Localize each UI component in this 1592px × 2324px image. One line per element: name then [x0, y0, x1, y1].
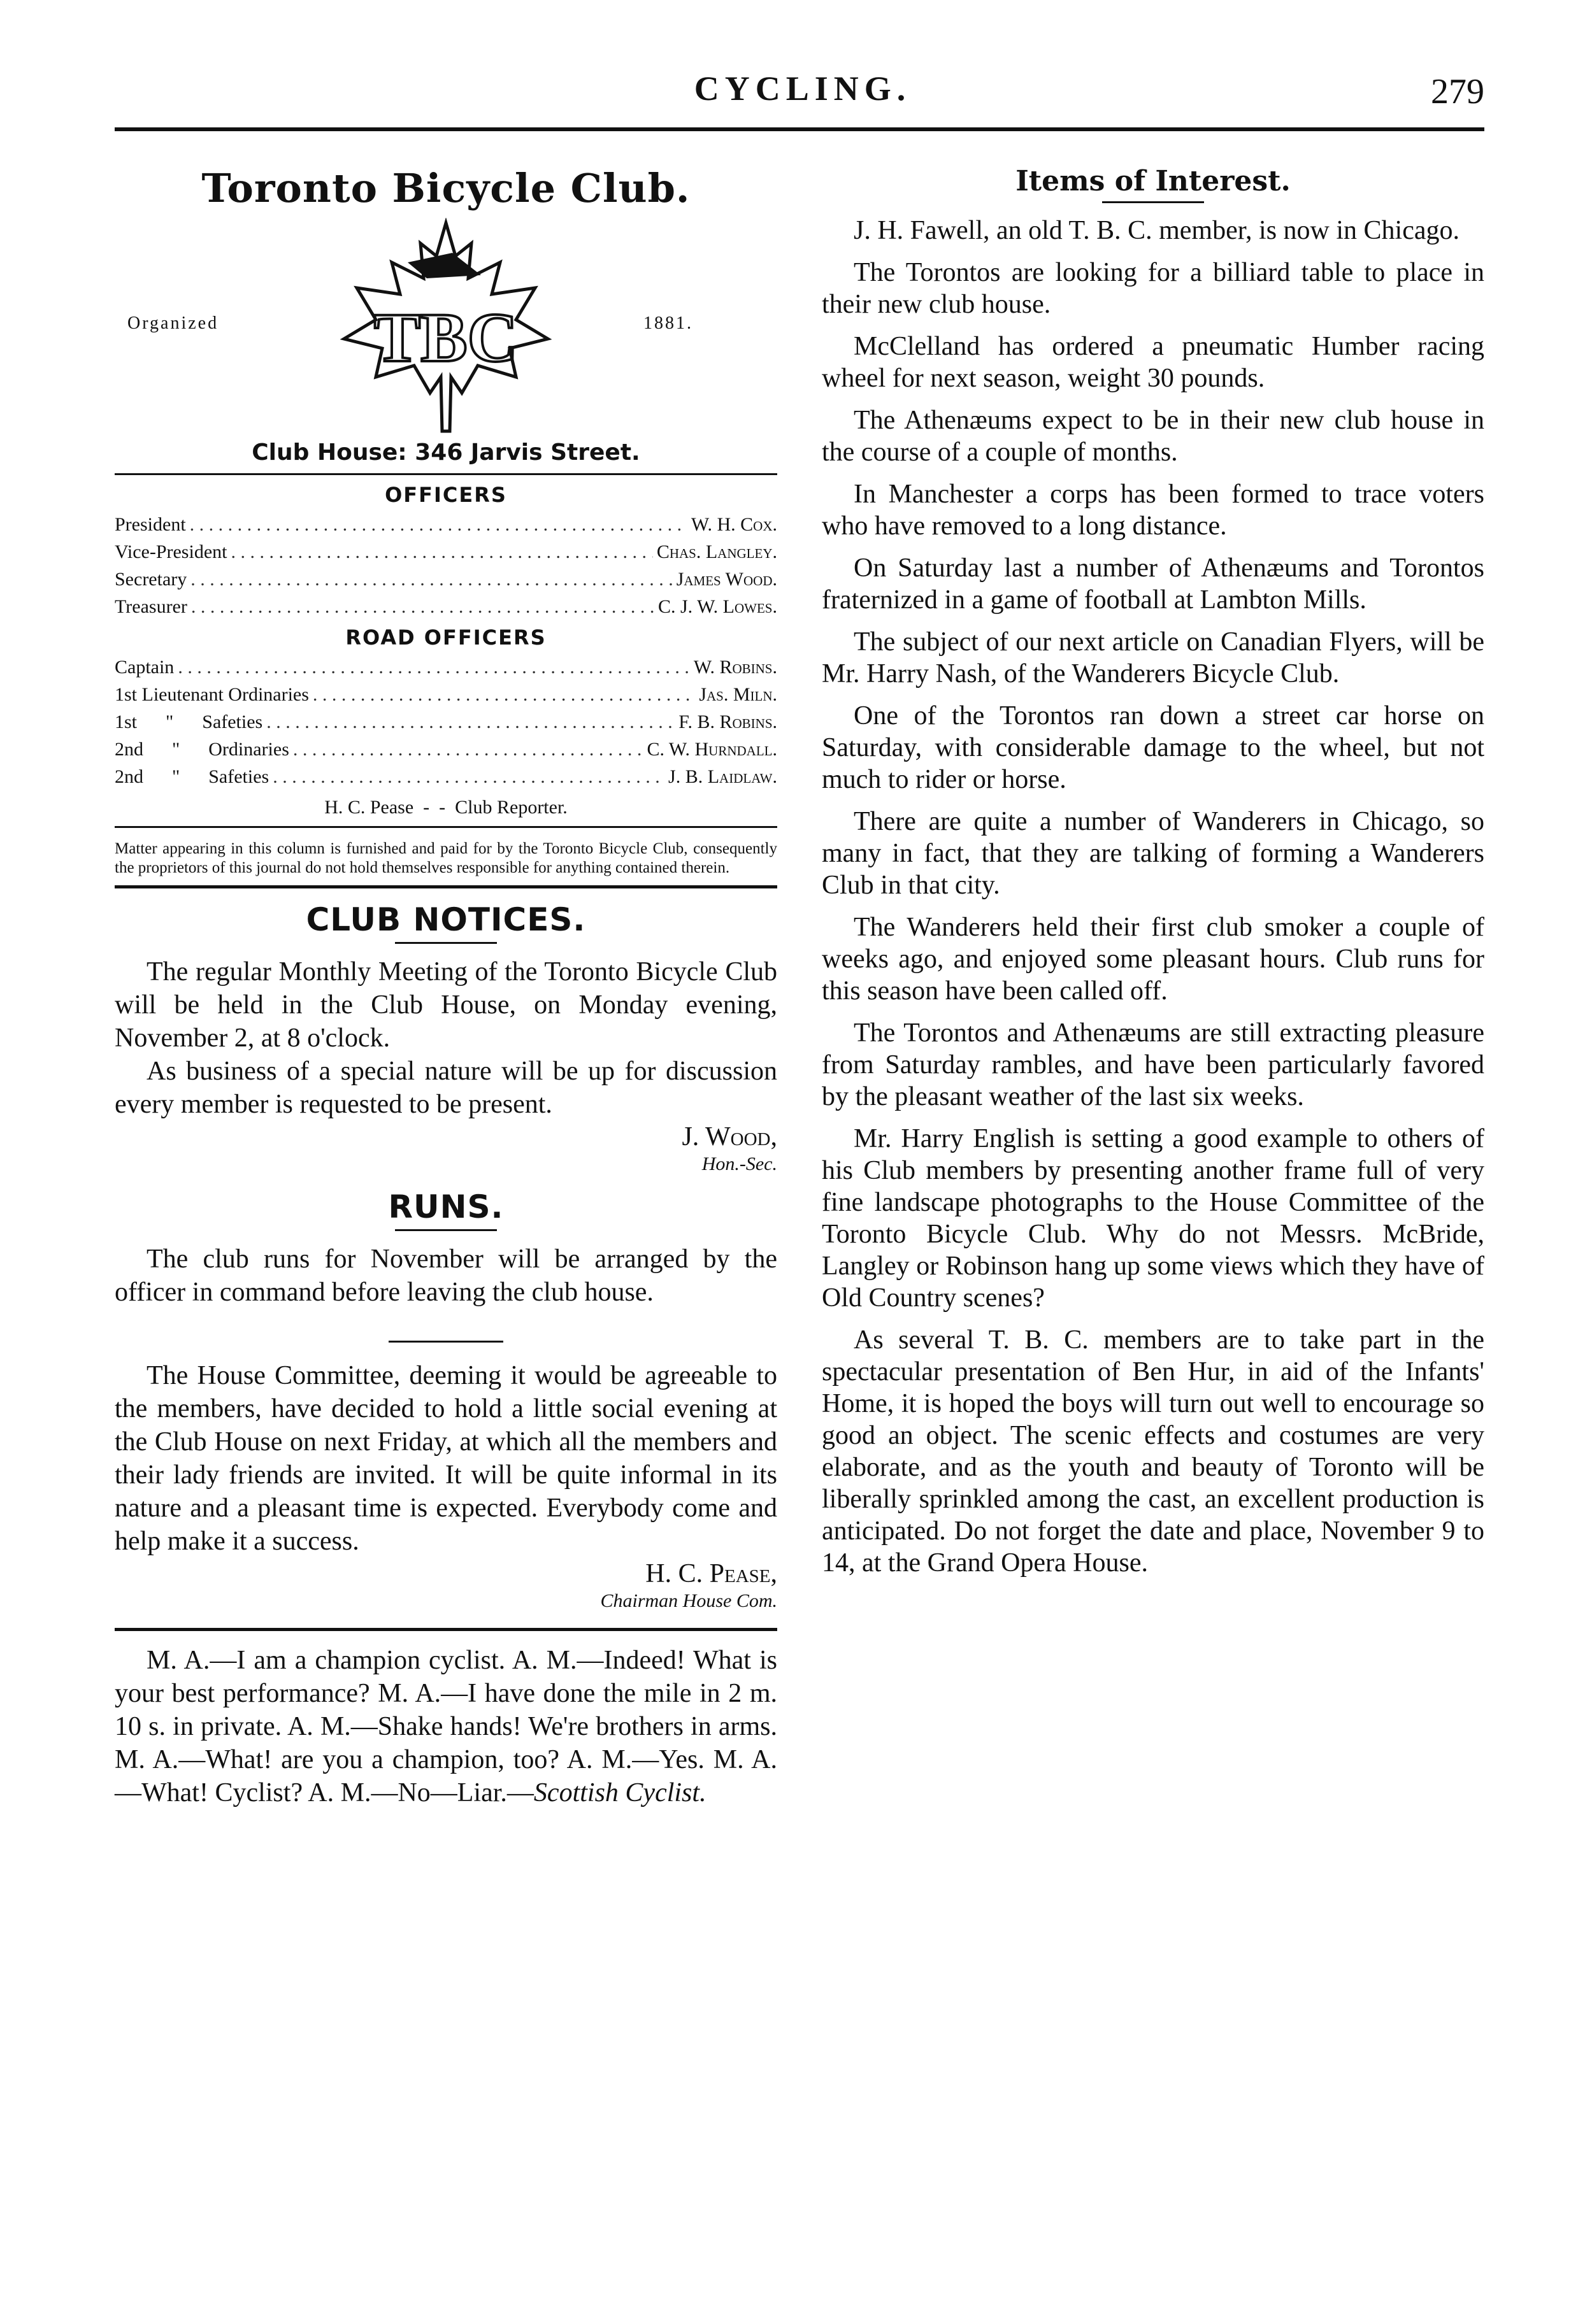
- page-number: 279: [1431, 72, 1484, 111]
- officer-name: Chas. Langley.: [656, 541, 777, 562]
- disclaimer: Matter appearing in this column is furnished and paid for by the Toronto Bicycle Club, consequently the proprietors of this journal do not hold themselves responsible for anything contained therein.: [115, 840, 777, 876]
- joke-paragraph: [115, 1644, 777, 1809]
- club-notice-paragraph: The regular Monthly Meeting of the Toronto Bicycle Club will be held in the Club House, on Monday evening, November 2, at 8 o'clock.: [115, 957, 777, 1053]
- running-title: CYCLING.: [694, 69, 912, 108]
- item-paragraph: In Manchester a corps has been formed to trace voters who have removed to a long distance.: [822, 480, 1484, 541]
- officers-list: [115, 511, 777, 620]
- road-officers-list: [115, 653, 777, 790]
- officer-name: W. Robins.: [693, 657, 777, 678]
- officers-heading: OFFICERS: [385, 483, 507, 507]
- officer-name: J. B. Laidlaw.: [668, 766, 777, 787]
- club-house-address: Club House: 346 Jarvis Street.: [252, 439, 640, 466]
- item-paragraph: Mr. Harry English is setting a good example to others of his Club members by presenting another frame full of very fine landscape photographs to the House Committee of the Toronto Bicycle Club. Why do not Messrs. McBride, Langley or Robinson hang up some views which they have of Old Country scenes?: [822, 1124, 1484, 1313]
- club-reporter: H. C. Pease - - Club Reporter.: [324, 797, 568, 818]
- officer-name: C. W. Hurndall.: [647, 739, 777, 760]
- item-paragraph: As several T. B. C. members are to take part in the spectacular presentation of Ben Hur, in aid of the Infants' Home, it is hoped the boys will turn out well to encourage so good an object. The scenic effects and costumes are very elaborate, and as the youth and beauty of Toronto will be liberally sprinkled among the cast, an excellent production is anticipated. Do not forget the date and place, November 9 to 14, at the Grand Opera House.: [822, 1325, 1484, 1578]
- officer-role: 1st Lieutenant Ordinaries: [115, 684, 309, 705]
- joke-text: M. A.—I am a champion cyclist. A. M.—Indeed! What is your best performance? M. A.—I have done the mile in 2 m. 10 s. in private. A. M.—Shake hands! We're brothers in arms. M. A.—What! are you a champion, too? A. M.—Yes. M. A.—What! Cyclist? A. M.—No—Liar.—: [115, 1646, 777, 1807]
- item-paragraph: The Athenæums expect to be in their new club house in the course of a couple of months.: [822, 406, 1484, 467]
- emblem-letters: TBC: [373, 299, 519, 376]
- notices-signature: J. Wood,: [682, 1122, 777, 1151]
- maple-leaf-emblem-icon: [325, 218, 567, 434]
- divider: [115, 826, 777, 828]
- officer-row: [115, 763, 777, 790]
- notices-signature-role: Hon.-Sec.: [701, 1153, 777, 1174]
- officer-row: [115, 736, 777, 763]
- item-paragraph: The Wanderers held their first club smoker a couple of weeks ago, and enjoyed some pleasant hours. Club runs for this season have been called off.: [822, 913, 1484, 1006]
- divider: [395, 942, 497, 944]
- officer-role: Treasurer: [115, 596, 187, 617]
- officer-role: Secretary: [115, 569, 187, 590]
- divider: [1102, 201, 1204, 203]
- header-rule: [115, 127, 1484, 131]
- runs-title: RUNS.: [388, 1188, 504, 1225]
- officer-name: C. J. W. Lowes.: [657, 596, 777, 617]
- divider: [389, 1341, 503, 1343]
- emblem-row: [115, 218, 777, 434]
- year-label: 1881.: [643, 313, 693, 333]
- organized-label: Organized: [127, 313, 219, 333]
- divider: [115, 473, 777, 475]
- house-signature-role: Chairman House Com.: [600, 1590, 777, 1611]
- officer-row: [115, 566, 777, 593]
- house-signature: H. C. Pease,: [645, 1559, 777, 1588]
- item-paragraph: The Torontos and Athenæums are still extracting pleasure from Saturday rambles, and have been particularly favored by the pleasant weather of the last six weeks.: [822, 1018, 1484, 1111]
- club-notices-title: CLUB NOTICES.: [306, 901, 586, 938]
- item-paragraph: The subject of our next article on Canadian Flyers, will be Mr. Harry Nash, of the Wanderers Bicycle Club.: [822, 627, 1484, 688]
- joke-source: Scottish Cyclist.: [533, 1778, 706, 1807]
- officer-role: 2nd " Ordinaries: [115, 739, 289, 760]
- officer-row: [115, 593, 777, 620]
- road-officers-heading: ROAD OFFICERS: [345, 625, 547, 650]
- items-of-interest-title: Items of Interest.: [1015, 165, 1291, 197]
- item-paragraph: On Saturday last a number of Athenæums and Torontos fraternized in a game of football at Lambton Mills.: [822, 553, 1484, 615]
- runs-paragraph: The club runs for November will be arranged by the officer in command before leaving the club house.: [115, 1244, 777, 1307]
- officer-role: 2nd " Safeties: [115, 766, 269, 787]
- officer-role: Vice-President: [115, 541, 227, 562]
- officer-role: 1st " Safeties: [115, 711, 263, 732]
- divider: [115, 885, 777, 888]
- divider: [395, 1229, 497, 1231]
- item-paragraph: One of the Torontos ran down a street car horse on Saturday, with considerable damage to the wheel, but not much to rider or horse.: [822, 701, 1484, 794]
- officer-row: [115, 681, 777, 708]
- item-paragraph: McClelland has ordered a pneumatic Humber racing wheel for next season, weight 30 pounds.: [822, 332, 1484, 393]
- item-paragraph: J. H. Fawell, an old T. B. C. member, is now in Chicago.: [854, 216, 1460, 245]
- officer-row: [115, 653, 777, 681]
- left-column: [115, 143, 777, 1809]
- officer-name: Jas. Miln.: [699, 684, 777, 705]
- officer-row: [115, 538, 777, 566]
- officer-name: James Wood.: [676, 569, 777, 590]
- right-column: [822, 143, 1484, 1589]
- masthead: Toronto Bicycle Club.: [201, 165, 691, 211]
- divider: [115, 1628, 777, 1631]
- club-notice-paragraph: As business of a special nature will be up for discussion every member is requested to be present.: [115, 1057, 777, 1119]
- officer-row: [115, 708, 777, 736]
- house-committee-paragraph: The House Committee, deeming it would be agreeable to the members, have decided to hold a little social evening at the Club House on next Friday, at which all the members and their lady friends are invited. It will be quite informal in its nature and a pleasant time is expected. Everybody come and help make it a success.: [115, 1361, 777, 1556]
- page-header: [115, 69, 1491, 126]
- officer-role: Captain: [115, 657, 175, 678]
- officer-row: [115, 511, 777, 538]
- officer-name: F. B. Robins.: [678, 711, 777, 732]
- item-paragraph: The Torontos are looking for a billiard table to place in their new club house.: [822, 258, 1484, 319]
- officer-role: President: [115, 514, 186, 535]
- item-paragraph: There are quite a number of Wanderers in Chicago, so many in fact, that they are talking of forming a Wanderers Club in that city.: [822, 807, 1484, 900]
- officer-name: W. H. Cox.: [691, 514, 777, 535]
